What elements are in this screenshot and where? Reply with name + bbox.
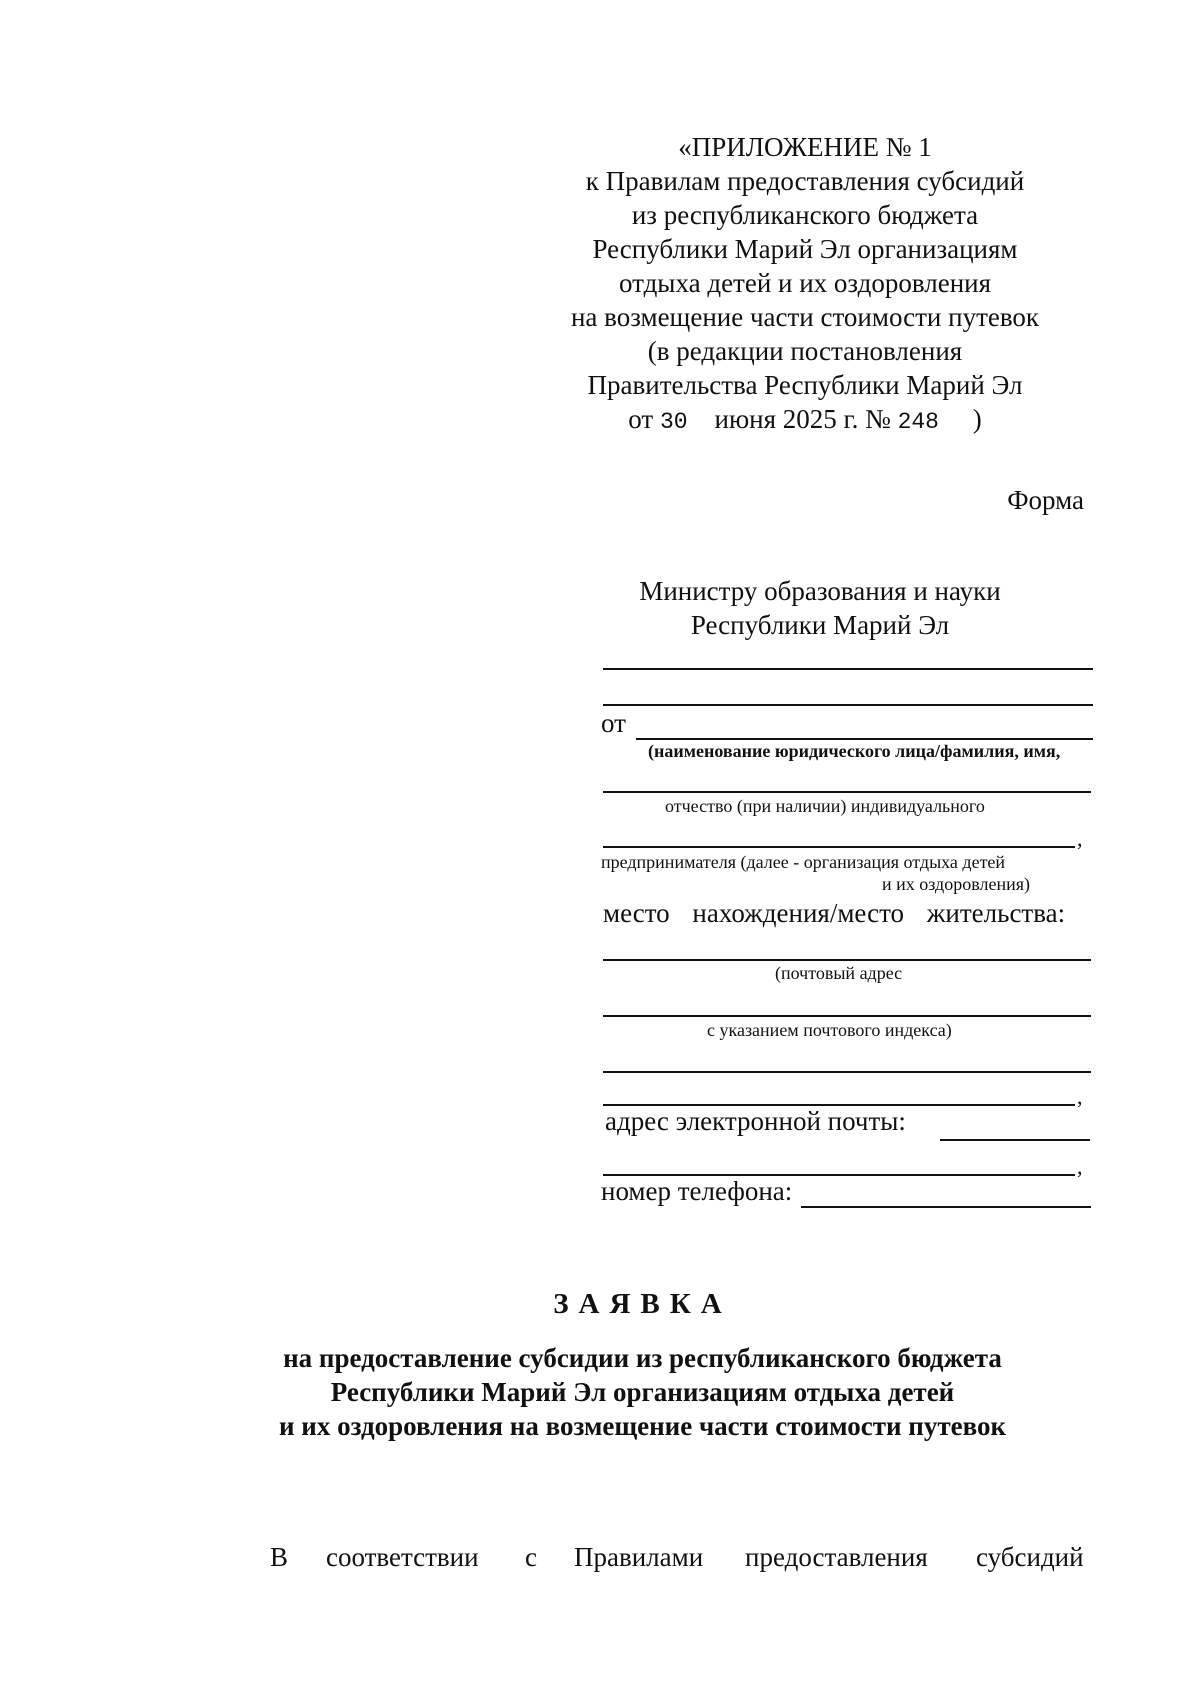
- appendix-line-3: из республиканского бюджета: [631, 200, 979, 230]
- phone-label: номер телефона:: [601, 1176, 793, 1206]
- application-title: ЗАЯВКА: [553, 1288, 732, 1320]
- appendix-date-line: [565, 402, 1045, 439]
- blank-line: [603, 959, 1091, 961]
- email-line: [940, 1139, 1090, 1141]
- hint-name-3: предпринимателя (далее - организация отдыха детей: [601, 852, 1006, 872]
- application-subtitle-2: Республики Марий Эл организациям отдыха детей: [330, 1377, 955, 1407]
- appendix-line-8: Правительства Республики Марий Эл: [587, 370, 1023, 400]
- email-label: адрес электронной почты:: [605, 1106, 906, 1136]
- addressee-line-1: Министру образования и науки: [639, 576, 1001, 606]
- blank-line: [603, 846, 1075, 848]
- body-word: предоставления: [745, 1542, 928, 1572]
- hint-name-2: отчество (при наличии) индивидуального: [665, 796, 985, 816]
- date-day: 30: [659, 409, 688, 435]
- blank-line: [603, 791, 1091, 793]
- blank-line: [603, 1015, 1091, 1017]
- appendix-line-2: к Правилам предоставления субсидий: [585, 166, 1025, 196]
- appendix-line-1: «ПРИЛОЖЕНИЕ № 1: [678, 132, 932, 162]
- appendix-line-6: на возмещение части стоимости путевок: [570, 302, 1040, 332]
- blank-line: [603, 668, 1093, 670]
- hint-address-1: (почтовый адрес: [775, 963, 903, 983]
- body-word: соответствии: [326, 1542, 479, 1572]
- comma: ,: [1077, 1154, 1083, 1179]
- application-subtitle-3: и их оздоровления на возмещение части стоимости путевок: [278, 1411, 1007, 1441]
- from-line: [636, 738, 1093, 740]
- addressee-line-2: Республики Марий Эл: [690, 610, 950, 640]
- date-number: 248: [897, 409, 939, 435]
- date-month-year: июня 2025 г. №: [714, 404, 891, 434]
- location-label: место нахождения/место жительства:: [603, 898, 1066, 928]
- appendix-line-4: Республики Марий Эл организациям: [592, 234, 1018, 264]
- phone-line: [801, 1206, 1091, 1208]
- hint-address-2: с указанием почтового индекса): [707, 1020, 952, 1040]
- appendix-line-5: отдыха детей и их оздоровления: [618, 268, 992, 298]
- blank-line: [603, 1071, 1091, 1073]
- body-word: субсидий: [976, 1542, 1084, 1572]
- date-close: ): [972, 404, 982, 434]
- body-word: Правилами: [574, 1542, 704, 1572]
- from-label: от: [601, 708, 626, 738]
- hint-name-1: (наименование юридического лица/фамилия, имя,: [648, 741, 1061, 761]
- comma: ,: [1077, 1084, 1083, 1109]
- application-subtitle-1: на предоставление субсидии из республиканского бюджета: [283, 1343, 1002, 1373]
- body-word: В: [270, 1542, 289, 1572]
- hint-name-4: и их оздоровления): [882, 874, 1030, 894]
- blank-line: [603, 704, 1093, 706]
- comma: ,: [1077, 826, 1083, 851]
- body-word: с: [525, 1542, 537, 1572]
- date-prefix: от: [628, 404, 654, 434]
- appendix-line-7: (в редакции постановления: [647, 336, 963, 366]
- form-label: Форма: [1007, 485, 1084, 515]
